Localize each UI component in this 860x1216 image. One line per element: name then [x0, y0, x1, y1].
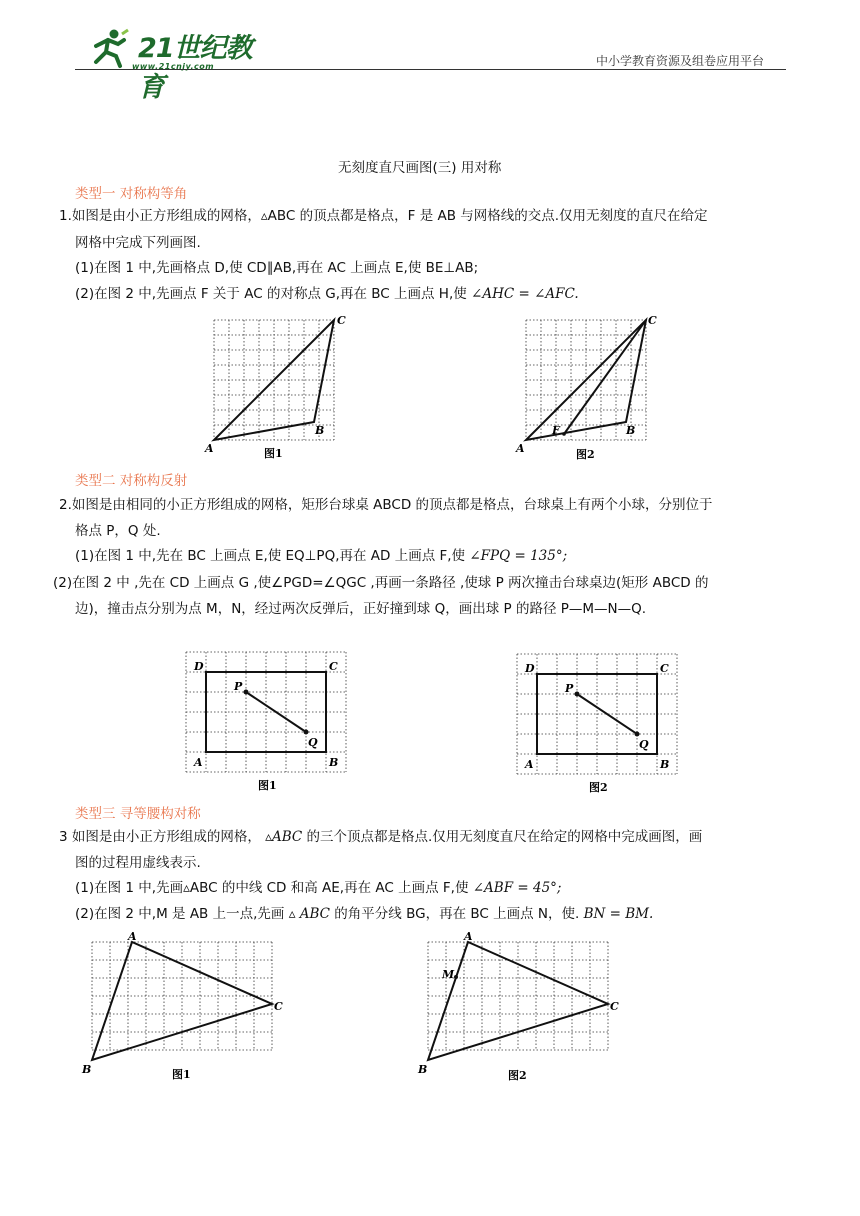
segment-fc: [564, 320, 646, 434]
problem-1-q2: [75, 284, 579, 304]
label-c: C: [337, 314, 346, 327]
label-b: B: [660, 758, 670, 771]
figure-1-1: [204, 312, 344, 462]
label-p: P: [565, 682, 574, 695]
ball-q: [635, 732, 640, 737]
figure-caption: 图2: [589, 781, 608, 794]
label-a: A: [128, 930, 137, 943]
figure-caption: 图1: [264, 447, 283, 460]
problem-3-q1-math: ∠ABF = 45°;: [472, 880, 562, 896]
ball-p: [244, 690, 249, 695]
problem-3-q2-mid: 的角平分线 BG，再在 BC 上画点 N，使.: [330, 906, 584, 922]
label-p: P: [234, 680, 243, 693]
problem-3-line-1-text: 3 如图是由小正方形组成的网格，: [59, 829, 266, 845]
label-c: C: [660, 662, 669, 675]
figure-caption: 图2: [576, 448, 595, 461]
section-heading-1: 类型一 对称构等角: [75, 186, 188, 202]
problem-1-q2-math: ∠AHC = ∠AFC.: [471, 286, 579, 302]
problem-1-q2-text: (2)在图 2 中,先画点 F 关于 AC 的对称点 G,再在 BC 上画点 H,使: [75, 286, 472, 302]
header-divider: [75, 69, 786, 70]
problem-2-q2-line-1: (2)在图 2 中 ,先在 CD 上画点 G ,使∠PGD=∠QGC ,再画一条路径 ,使球 P 两次撞击台球桌边(矩形 ABCD 的: [53, 575, 709, 591]
ball-q: [304, 730, 309, 735]
problem-3-line-1: [59, 827, 702, 847]
problem-3-line-1-suffix: 的三个顶点都是格点.仅用无刻度直尺在给定的网格中完成画图，画: [302, 829, 703, 845]
label-b: B: [315, 424, 325, 437]
grid: [186, 652, 346, 772]
figure-caption: 图1: [172, 1068, 191, 1081]
problem-1-q1: (1)在图 1 中,先画格点 D,使 CD∥AB,再在 AC 上画点 E,使 BE⊥AB;: [75, 260, 479, 276]
problem-2-q1-text: (1)在图 1 中,先在 BC 上画点 E,使 EQ⊥PQ,再在 AD 上画点 F,使: [75, 548, 470, 564]
problem-2-line-2: 格点 P，Q 处.: [75, 523, 161, 539]
platform-name: 中小学教育资源及组卷应用平台: [596, 54, 765, 68]
label-f: F: [552, 424, 560, 437]
problem-3-q2-math-2: BN = BM.: [583, 906, 654, 922]
grid: [92, 942, 272, 1050]
page-title: 无刻度直尺画图(三) 用对称: [338, 160, 502, 176]
problem-2-line-1: 2.如图是由相同的小正方形组成的网格，矩形台球桌 ABCD 的顶点都是格点，台球桌上有两个小球，分别位于: [59, 497, 713, 513]
segment-pq: [577, 694, 637, 734]
runner-logo-icon: [88, 28, 128, 68]
label-c: C: [610, 1000, 619, 1013]
problem-3-q1-text: (1)在图 1 中,先画▵ABC 的中线 CD 和高 AE,再在 AC 上画点 F,使: [75, 880, 473, 896]
label-b: B: [418, 1063, 428, 1076]
figure-3-2: [414, 928, 624, 1083]
label-c: C: [274, 1000, 283, 1013]
label-q: Q: [639, 738, 649, 751]
ball-p: [575, 692, 580, 697]
label-a: A: [525, 758, 534, 771]
label-b: B: [329, 756, 339, 769]
label-d: D: [525, 662, 535, 675]
label-b: B: [626, 424, 636, 437]
problem-3-q2: [75, 904, 653, 924]
label-b: B: [82, 1063, 92, 1076]
logo-text: 21世纪教育: [138, 33, 252, 103]
label-c: C: [329, 660, 338, 673]
problem-3-q2-text: (2)在图 2 中,M 是 AB 上一点,先画: [75, 906, 289, 922]
problem-1-line-1: 1.如图是由小正方形组成的网格，▵ABC 的顶点都是格点，F 是 AB 与网格线的交点.仅用无刻度的直尺在给定: [59, 208, 708, 224]
problem-2-q1-math: ∠FPQ = 135°;: [469, 548, 568, 564]
problem-1-line-2: 网格中完成下列画图.: [75, 235, 201, 251]
logo-url: www.21cnjy.com: [132, 62, 215, 71]
figure-caption: 图1: [258, 779, 277, 792]
section-heading-3: 类型三 寻等腰构对称: [75, 806, 201, 822]
logo: [88, 28, 268, 103]
problem-3-q2-math-1: ▵ ABC: [288, 906, 331, 922]
figure-caption: 图2: [508, 1069, 527, 1082]
problem-3-q1: [75, 878, 561, 898]
point-f: [562, 432, 566, 436]
segment-pq: [246, 692, 306, 732]
label-q: Q: [308, 736, 318, 749]
label-a: A: [194, 756, 203, 769]
grid: [428, 942, 608, 1050]
label-m: M: [442, 968, 455, 981]
figure-2-2: [515, 650, 685, 798]
label-a: A: [205, 442, 214, 455]
section-heading-2: 类型二 对称构反射: [75, 473, 188, 489]
label-a: A: [516, 442, 525, 455]
figure-1-2: [514, 310, 664, 465]
problem-2-q1: [75, 546, 567, 566]
problem-2-q2-line-2: 边)，撞击点分别为点 M，N，经过两次反弹后，正好撞到球 Q，画出球 P 的路径 P—M—N—Q.: [75, 601, 647, 617]
point-m: [454, 975, 458, 979]
figure-2-1: [184, 648, 354, 796]
problem-3-line-1-math: ▵ABC: [265, 829, 303, 845]
figure-3-1: [80, 928, 283, 1083]
problem-3-line-2: 图的过程用虚线表示.: [75, 855, 201, 871]
label-c: C: [648, 314, 657, 327]
label-d: D: [194, 660, 204, 673]
label-a: A: [464, 930, 473, 943]
grid: [517, 654, 677, 774]
